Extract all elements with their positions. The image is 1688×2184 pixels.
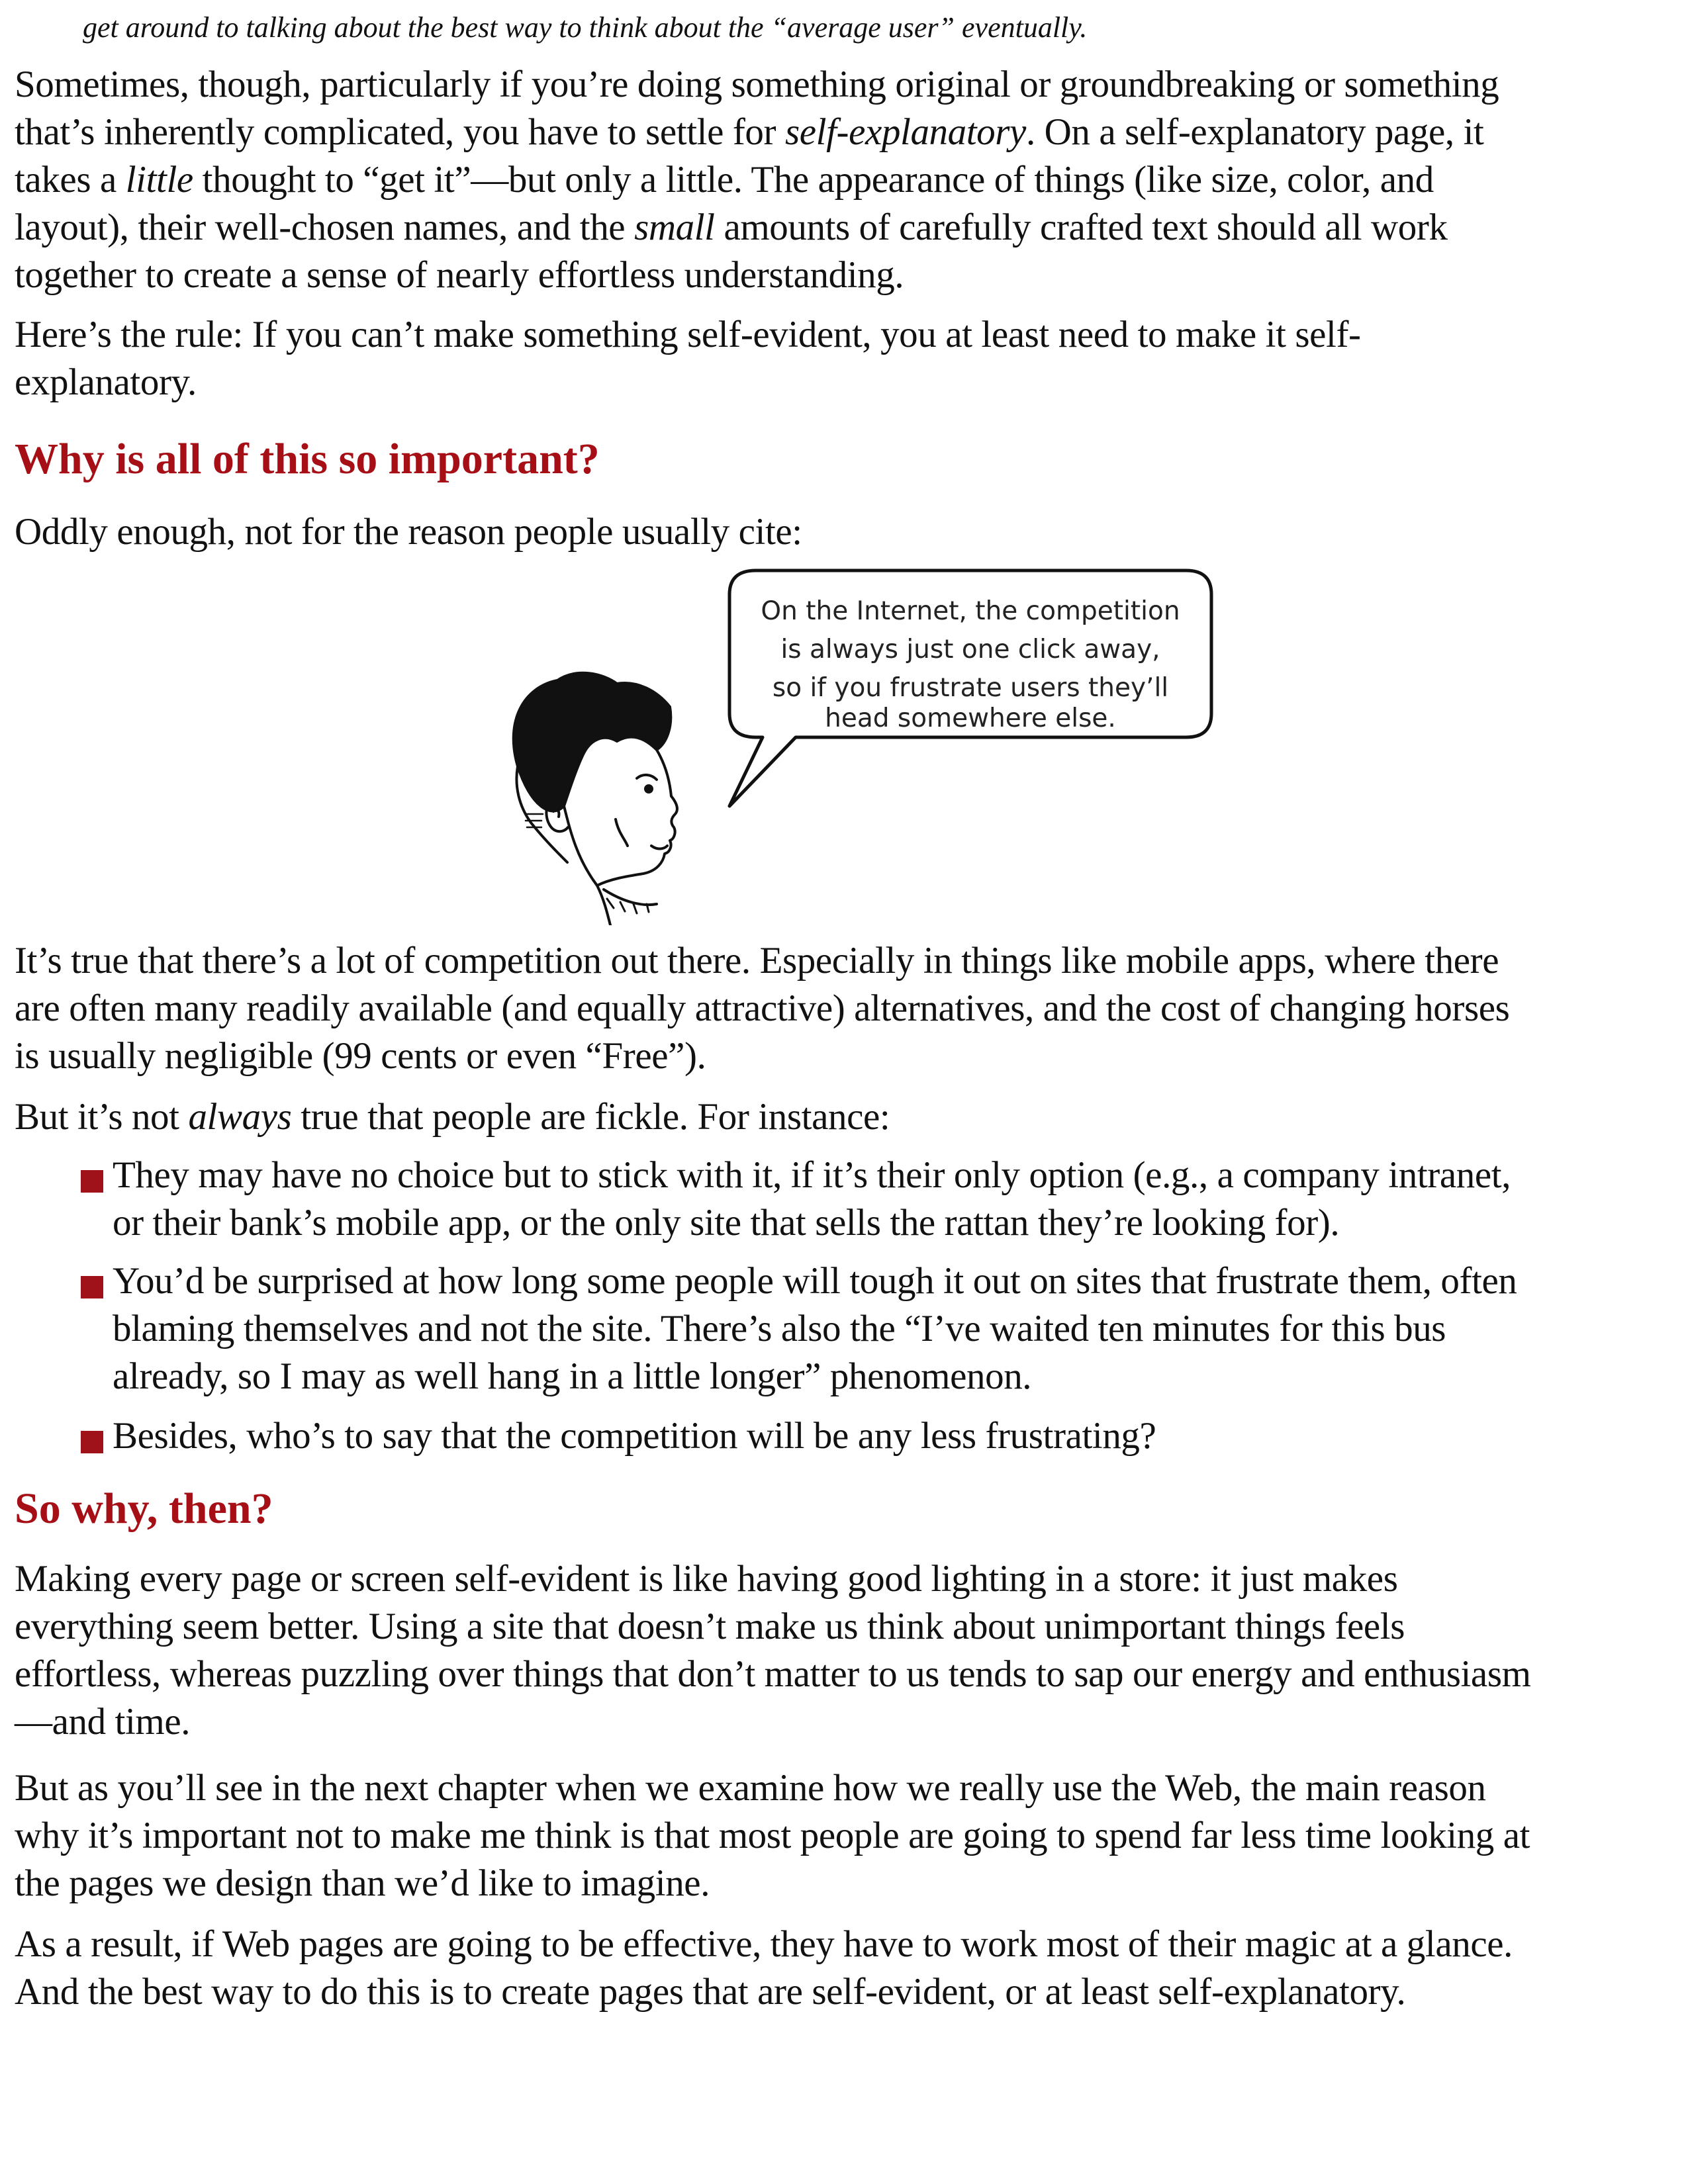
text-line: or their bank’s mobile app, or the only site that sells the rattan they’re looking for). [113, 1202, 1340, 1244]
bullet-square-icon [81, 1431, 103, 1453]
emphasis: little [125, 159, 193, 201]
text-line: layout), their well-chosen names, and the small amounts of carefully crafted text should all work [15, 206, 1448, 248]
text-line: Here’s the rule: If you can’t make something self-evident, you at least need to make it self- [15, 314, 1361, 355]
bubble-line: is always just one click away, [780, 635, 1160, 664]
text-line: They may have no choice but to stick with it, if it’s their only option (e.g., a company intranet, [113, 1154, 1511, 1196]
cartoon-figure [478, 568, 1214, 925]
text-line: why it’s important not to make me think is that most people are going to spend far less time looking at [15, 1815, 1530, 1856]
text-line: Besides, who’s to say that the competition will be any less frustrating? [113, 1415, 1156, 1457]
text-line: And the best way to do this is to create pages that are self-evident, or at least self-explanatory. [15, 1971, 1406, 2013]
text-line: takes a little thought to “get it”—but only a little. The appearance of things (like size, color, and [15, 159, 1434, 201]
text-line: But as you’ll see in the next chapter when we examine how we really use the Web, the main reason [15, 1767, 1486, 1809]
emphasis: self-explanatory [784, 111, 1026, 153]
emphasis: small [634, 206, 715, 248]
text-line: that’s inherently complicated, you have to settle for self-explanatory. On a self-explanatory page, it [15, 111, 1484, 153]
text-line: everything seem better. Using a site that doesn’t make us think about unimportant things feels [15, 1606, 1405, 1647]
text-line: You’d be surprised at how long some people will tough it out on sites that frustrate them, often [113, 1260, 1517, 1302]
text-line: are often many readily available (and equally attractive) alternatives, and the cost of changing horses [15, 987, 1510, 1029]
speech-bubble [729, 570, 1211, 806]
text-line: the pages we design than we’d like to imagine. [15, 1862, 710, 1904]
bullet-square-icon [81, 1170, 103, 1193]
text-line: —and time. [15, 1701, 191, 1743]
text-line: Sometimes, though, particularly if you’re doing something original or groundbreaking or something [15, 64, 1499, 105]
man-head-illustration [514, 673, 677, 925]
text-line: It’s true that there’s a lot of competition out there. Especially in things like mobile apps, where there [15, 940, 1499, 981]
text-line: is usually negligible (99 cents or even “Free”). [15, 1035, 706, 1077]
text-line: explanatory. [15, 361, 197, 403]
section-heading-so-why: So why, then? [15, 1484, 273, 1533]
text-line: effortless, whereas puzzling over things that don’t matter to us tends to sap our energy and enthusiasm [15, 1653, 1531, 1695]
text-line: blaming themselves and not the site. There’s also the “I’ve waited ten minutes for this bus [113, 1308, 1446, 1349]
section-heading-why-important: Why is all of this so important? [15, 435, 600, 483]
bubble-line: head somewhere else. [825, 704, 1116, 733]
paragraph-fickle: But it’s not always true that people are fickle. For instance: [15, 1096, 890, 1138]
text-line: Making every page or screen self-evident is like having good lighting in a store: it just makes [15, 1558, 1398, 1600]
bubble-line: so if you frustrate users they’ll [772, 673, 1169, 703]
carryover-line: get around to talking about the best way to think about the “average user” eventually. [83, 11, 1088, 44]
text-line: together to create a sense of nearly effortless understanding. [15, 254, 904, 296]
bullet-square-icon [81, 1276, 103, 1298]
emphasis: always [188, 1096, 292, 1138]
text-line: already, so I may as well hang in a little longer” phenomenon. [113, 1355, 1032, 1397]
bubble-line: On the Internet, the competition [761, 596, 1180, 626]
text-line: As a result, if Web pages are going to be effective, they have to work most of their magic at a glance. [15, 1923, 1513, 1965]
paragraph-oddly-enough: Oddly enough, not for the reason people usually cite: [15, 511, 802, 553]
